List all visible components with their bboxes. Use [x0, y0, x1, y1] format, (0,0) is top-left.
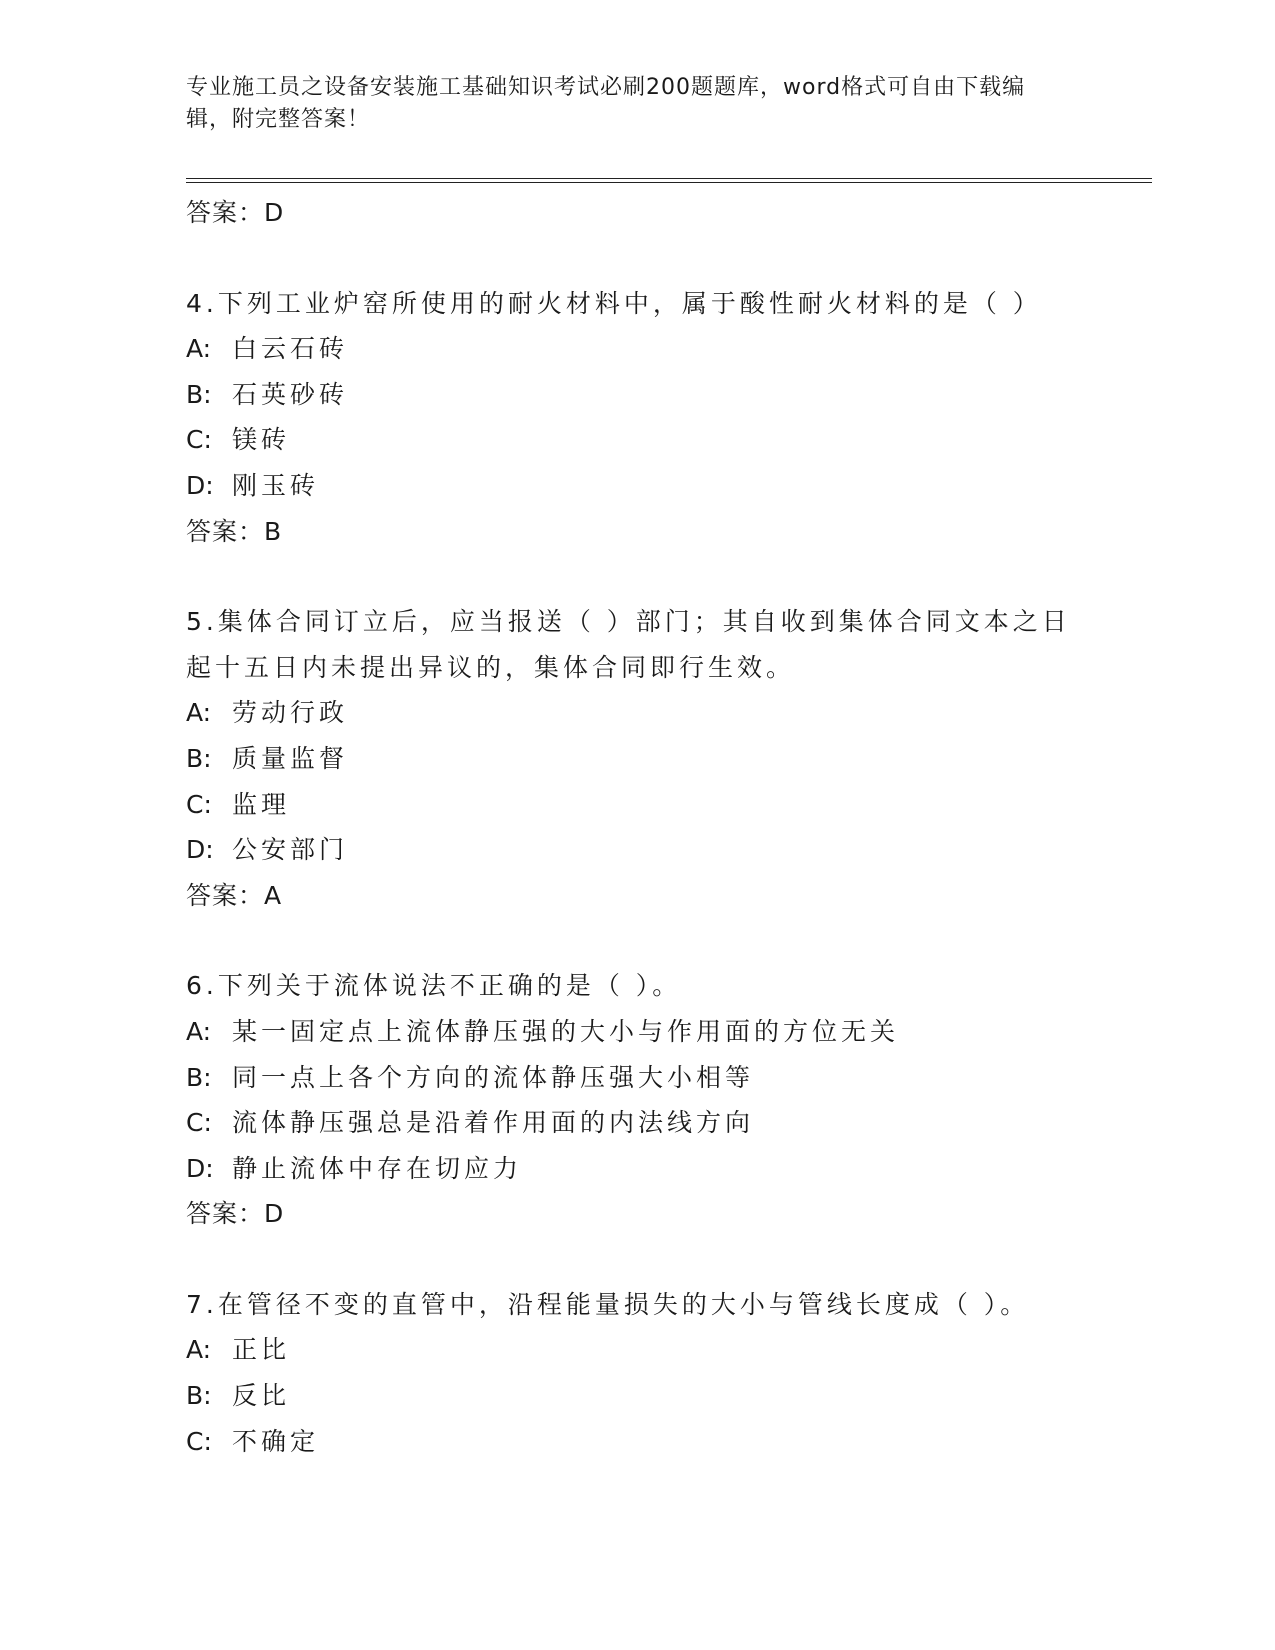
option-key: D: [186, 1153, 214, 1183]
option-key: A: [186, 1335, 212, 1365]
option-d [186, 1146, 1086, 1192]
option-text: 不确定 [232, 1426, 320, 1456]
option-d [186, 827, 1086, 873]
question-4 [186, 281, 1086, 555]
answer: 答案：D [186, 1199, 285, 1229]
option-text: 同一点上各个方向的流体静压强大小相等 [232, 1062, 755, 1092]
option-a [186, 1009, 1086, 1055]
option-text: 劳动行政 [232, 698, 349, 728]
header-divider [186, 178, 1152, 183]
question-text-line-1: 5.集体合同订立后，应当报送（ ）部门；其自收到集体合同文本之日 [186, 607, 1071, 637]
document-header: 专业施工员之设备安装施工基础知识考试必刷200题题库，word格式可自由下载编辑，附完整答案！ [186, 75, 1026, 132]
answer-q3: 答案：D [186, 198, 285, 227]
option-b [186, 1373, 1086, 1419]
option-key: B: [186, 1062, 212, 1092]
option-key: B: [186, 1381, 212, 1411]
option-text: 质量监督 [232, 743, 349, 773]
option-key: A: [186, 698, 212, 728]
option-a [186, 690, 1086, 736]
option-text: 某一固定点上流体静压强的大小与作用面的方位无关 [232, 1016, 900, 1046]
option-text: 公安部门 [232, 835, 349, 865]
option-text: 反比 [232, 1381, 291, 1411]
option-text: 正比 [232, 1335, 291, 1365]
question-text: 7.在管径不变的直管中，沿程能量损失的大小与管线长度成（ ）。 [186, 1289, 1030, 1319]
option-c [186, 1100, 1086, 1146]
option-key: A: [186, 1016, 212, 1046]
option-text: 白云石砖 [232, 334, 349, 364]
option-c [186, 1419, 1086, 1465]
option-key: C: [186, 425, 212, 455]
option-text: 镁砖 [232, 425, 291, 455]
option-text: 石英砂砖 [232, 379, 349, 409]
option-c [186, 417, 1086, 463]
option-text: 刚玉砖 [232, 470, 320, 500]
option-key: B: [186, 743, 212, 773]
option-text: 监理 [232, 789, 291, 819]
answer: 答案：A [186, 880, 283, 910]
document-body [186, 190, 1086, 1464]
option-key: B: [186, 379, 212, 409]
question-7 [186, 1282, 1086, 1464]
question-text-line-2: 起十五日内未提出异议的，集体合同即行生效。 [186, 652, 796, 682]
question-5 [186, 599, 1086, 918]
option-a [186, 326, 1086, 372]
option-key: C: [186, 1426, 212, 1456]
option-a [186, 1327, 1086, 1373]
option-text: 流体静压强总是沿着作用面的内法线方向 [232, 1108, 755, 1138]
option-text: 静止流体中存在切应力 [232, 1153, 523, 1183]
question-text: 4.下列工业炉窑所使用的耐火材料中，属于酸性耐火材料的是（ ） [186, 288, 1042, 318]
answer: 答案：B [186, 516, 283, 546]
option-b [186, 736, 1086, 782]
option-key: C: [186, 789, 212, 819]
option-c [186, 782, 1086, 828]
option-key: D: [186, 470, 214, 500]
option-b [186, 1055, 1086, 1101]
option-b [186, 372, 1086, 418]
option-key: C: [186, 1108, 212, 1138]
question-text: 6.下列关于流体说法不正确的是（ ）。 [186, 971, 682, 1001]
question-6 [186, 963, 1086, 1237]
option-d [186, 463, 1086, 509]
option-key: D: [186, 835, 214, 865]
option-key: A: [186, 334, 212, 364]
